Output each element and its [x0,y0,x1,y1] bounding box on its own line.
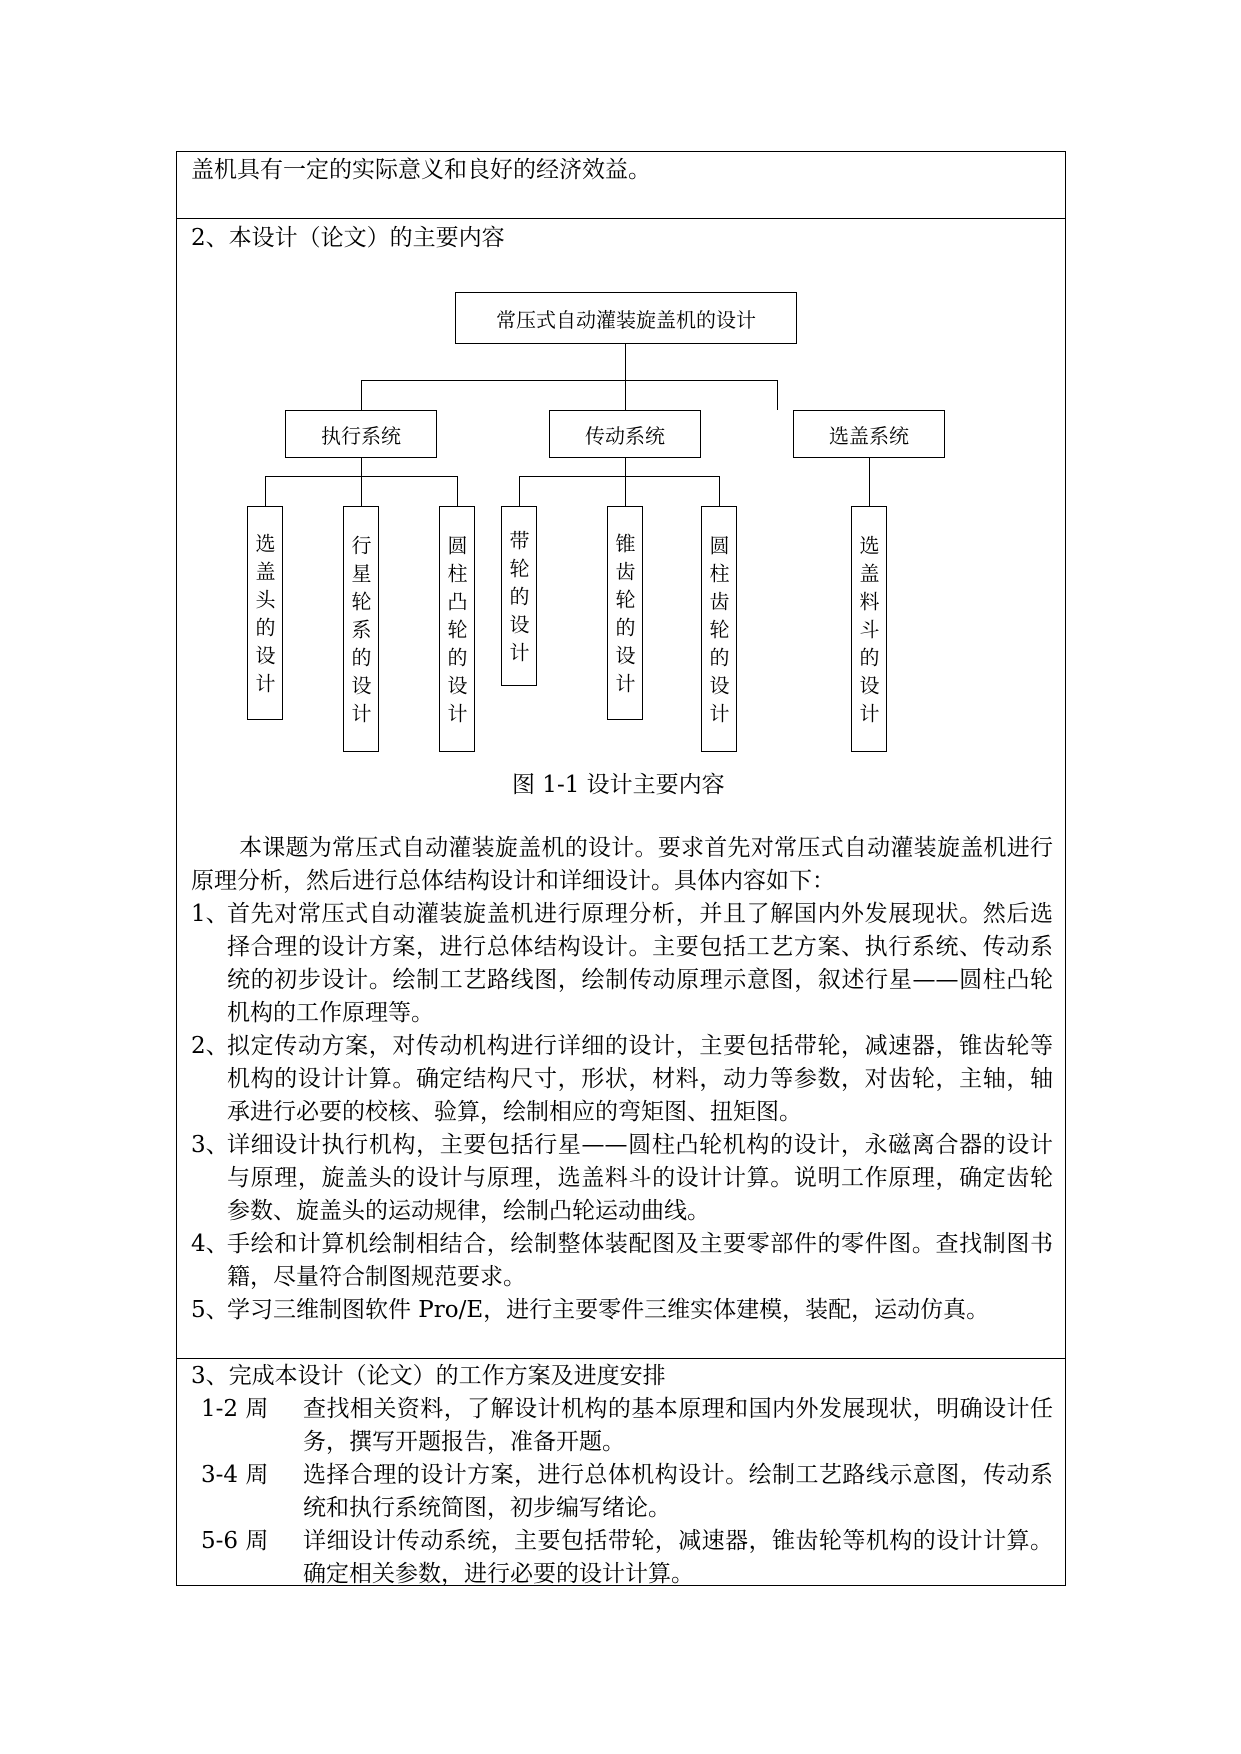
schedule-text: 查找相关资料，了解设计机构的基本原理和国内外发展现状，明确设计任务，撰写开题报告，准备开题。 [303,1396,1053,1455]
diagram-leaf-cylindrical-cam: 圆柱凸轮的设计 [439,506,475,752]
schedule-text: 详细设计传动系统，主要包括带轮，减速器，锥齿轮等机构的设计计算。确定相关参数，进行必要的设计计算。 [303,1528,1053,1587]
content-item-5: 5、 学习三维制图软件 Pro/E，进行主要零件三维实体建模，装配，运动仿真。 [191,1297,990,1323]
diagram-leaf-cylindrical-gear: 圆柱齿轮的设计 [701,506,737,752]
diagram-leaf-bevel-gear: 锥齿轮的设计 [607,506,643,720]
content-item-2: 2、 拟定传动方案，对传动机构进行详细的设计，主要包括带轮，减速器，锥齿轮等机构的设计计算。确定结构尺寸，形状，材料，动力等参数，对齿轮，主轴，轴承进行必要的校核、验算，绘制相应的弯矩图、扭矩图。 [191,1033,1053,1125]
content-item-4: 4、 手绘和计算机绘制相结合，绘制整体装配图及主要零部件的零件图。查找制图书籍，尽量符合制图规范要求。 [191,1231,1053,1290]
diagram-branch-transmission: 传动系统 [549,410,701,458]
section3-title: 3、完成本设计（论文）的工作方案及进度安排 [191,1363,666,1389]
schedule-weeks: 1-2 周 [201,1396,269,1422]
structure-diagram [177,152,1067,798]
diagram-leaf-cap-head: 选盖头的设计 [247,506,283,720]
schedule-row-1 [201,1393,1053,1459]
form-table [176,151,1066,1586]
figure-caption: 图 1-1 设计主要内容 [512,772,725,798]
schedule-weeks: 5-6 周 [201,1528,269,1554]
diagram-leaf-planetary: 行星轮系的设计 [343,506,379,752]
content-item-1: 1、 首先对常压式自动灌装旋盖机进行原理分析，并且了解国内外发展现状。然后选择合理的设计方案，进行总体结构设计。主要包括工艺方案、执行系统、传动系统的初步设计。绘制工艺路线图，绘制传动原理示意图，叙述行星——圆柱凸轮机构的工作原理等。 [191,901,1053,1026]
schedule-row-2 [201,1459,1053,1525]
diagram-root-box: 常压式自动灌装旋盖机的设计 [455,292,797,344]
diagram-leaf-belt-pulley: 带轮的设计 [501,506,537,686]
schedule-weeks: 3-4 周 [201,1462,269,1488]
top-text: 盖机具有一定的实际意义和良好的经济效益。 [191,157,651,183]
schedule-row-3 [201,1525,1053,1591]
row-divider [177,1358,1065,1359]
intro-paragraph: 本课题为常压式自动灌装旋盖机的设计。要求首先对常压式自动灌装旋盖机进行原理分析，然后进行总体结构设计和详细设计。具体内容如下： [191,835,1053,894]
diagram-branch-execution: 执行系统 [285,410,437,458]
section2-title: 2、本设计（论文）的主要内容 [191,225,505,251]
content-item-3: 3、 详细设计执行机构，主要包括行星——圆柱凸轮机构的设计，永磁离合器的设计与原理，旋盖头的设计与原理，选盖料斗的设计计算。说明工作原理，确定齿轮参数、旋盖头的运动规律，绘制凸轮运动曲线。 [191,1132,1053,1224]
diagram-leaf-cap-hopper: 选盖料斗的设计 [851,506,887,752]
schedule-text: 选择合理的设计方案，进行总体机构设计。绘制工艺路线示意图，传动系统和执行系统简图，初步编写绪论。 [303,1462,1053,1521]
diagram-branch-cap-selection: 选盖系统 [793,410,945,458]
